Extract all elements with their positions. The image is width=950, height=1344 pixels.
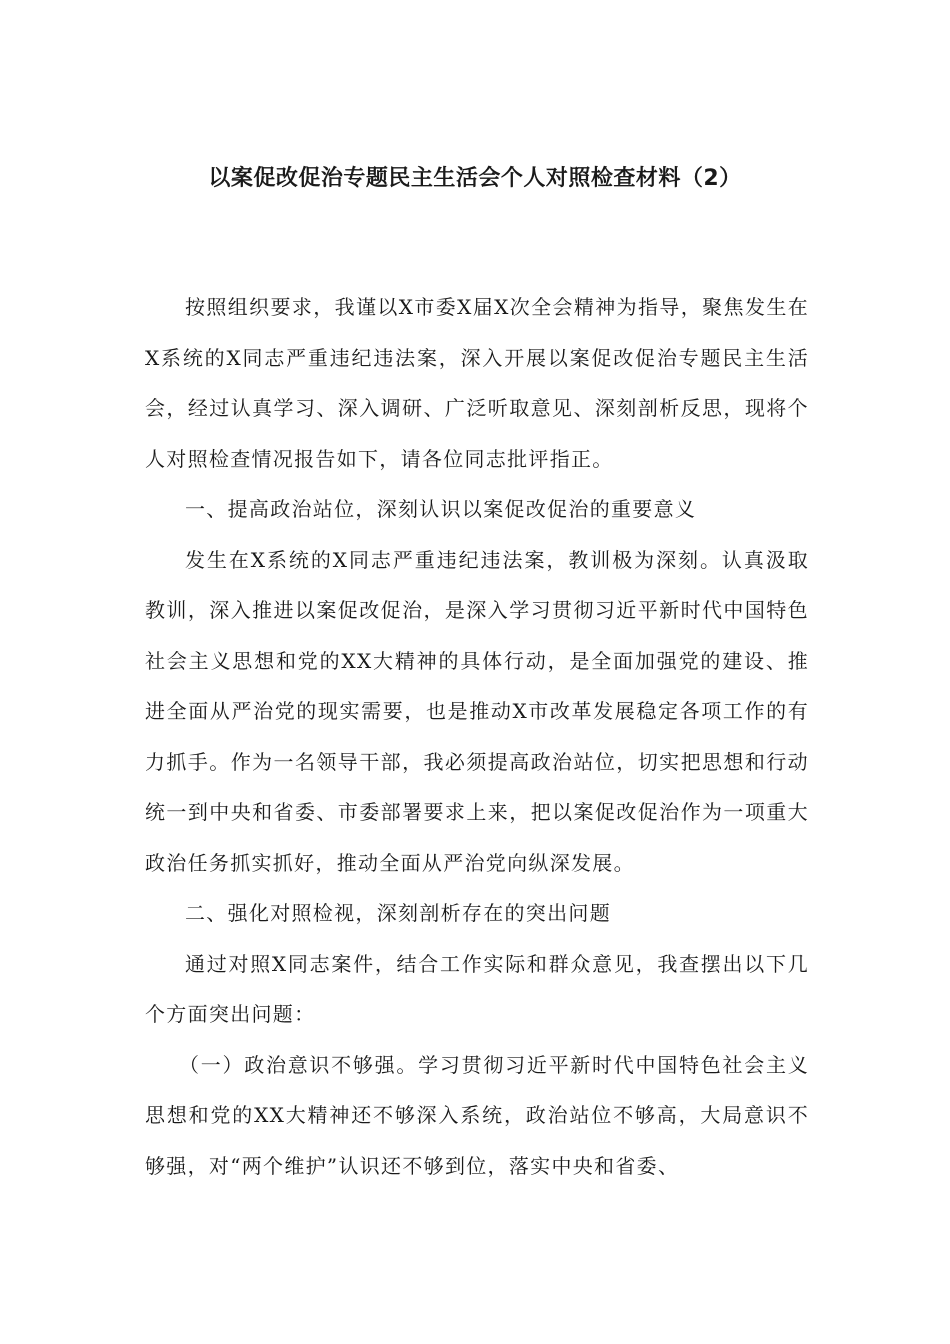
section-1-paragraph: 发生在X系统的X同志严重违纪违法案，教训极为深刻。认真汲取教训，深入推进以案促改促治，是深入学习贯彻习近平新时代中国特色社会主义思想和党的XX大精神的具体行动，是全面加强党的建设、推进全面从严治党的现实需要，也是推动X市改革发展稳定各项工作的有力抓手。作为一名领导干部，我必须提高政治站位，切实把思想和行动统一到中央和省委、市委部署要求上来，把以案促改促治作为一项重大政治任务抓实抓好，推动全面从严治党向纵深发展。	[145, 547, 809, 875]
section-2-intro-paragraph: 通过对照X同志案件，结合工作实际和群众意见，我查摆出以下几个方面突出问题：	[145, 951, 809, 1026]
subsection-1-paragraph: （一）政治意识不够强。学习贯彻习近平新时代中国特色社会主义思想和党的XX大精神还不够深入系统，政治站位不够高，大局意识不够强，对“两个维护”认识还不够到位，落实中央和省委、	[145, 1052, 809, 1178]
section-heading-1: 一、提高政治站位，深刻认识以案促改促治的重要意义	[185, 497, 697, 521]
document-body	[145, 282, 809, 1191]
document-title: 以案促改促治专题民主生活会个人对照检查材料（2）	[208, 166, 742, 191]
section-heading-2: 二、强化对照检视，深刻剖析存在的突出问题	[185, 901, 611, 925]
intro-paragraph: 按照组织要求，我谨以X市委X届X次全会精神为指导，聚焦发生在X系统的X同志严重违纪违法案，深入开展以案促改促治专题民主生活会，经过认真学习、深入调研、广泛听取意见、深刻剖析反思，现将个人对照检查情况报告如下，请各位同志批评指正。	[145, 295, 809, 471]
